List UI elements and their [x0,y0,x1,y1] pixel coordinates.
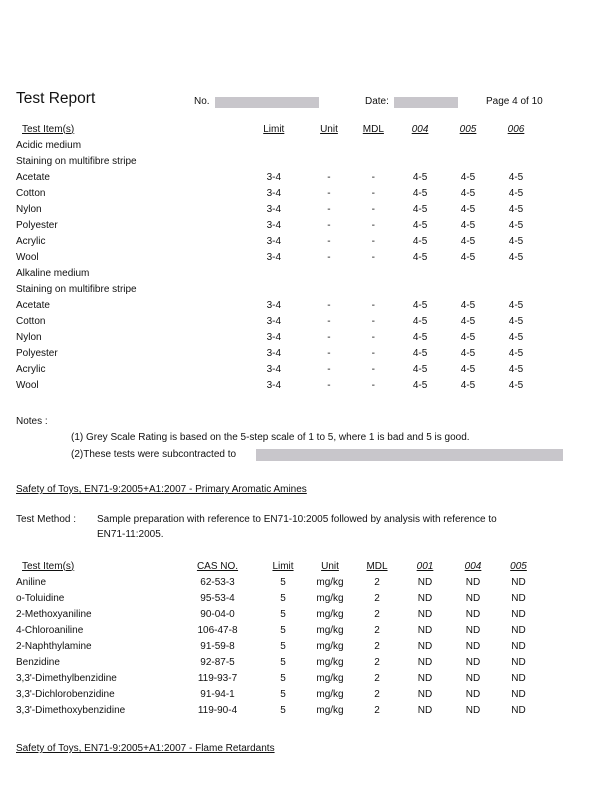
page-number: Page 4 of 10 [486,96,543,107]
table-cell: 3-4 [266,347,282,359]
row-label: Cotton [16,315,46,327]
row-label: Alkaline medium [16,267,90,279]
table-cell: 4-5 [460,235,476,247]
table-cell: ND [417,576,433,588]
table-cell: 4-5 [412,251,428,263]
header-test-items: Test Item(s) [22,560,75,572]
test-method-line-1: Sample preparation with reference to EN71-10:2005 followed by analysis with reference to [97,514,497,525]
table-cell [240,265,307,281]
table-cell: - [327,315,331,327]
row-label: Polyester [16,347,58,359]
table-cell [307,281,350,297]
fastness-table-header [16,121,540,137]
table-cell: 4-5 [412,347,428,359]
table-cell: mg/kg [316,576,344,588]
table-cell: 4-5 [460,315,476,327]
row-label: Acrylic [16,235,46,247]
table-cell: - [371,203,376,215]
table-cell: 5 [280,672,286,684]
table-cell [351,281,396,297]
table-row [16,606,540,622]
table-cell: - [371,363,376,375]
section-heading-amines: Safety of Toys, EN71-9:2005+A1:2007 - Primary Aromatic Amines [16,484,307,495]
table-cell: 3-4 [266,379,282,391]
table-cell: 4-5 [508,315,524,327]
table-cell: ND [417,704,433,716]
table-cell: 4-5 [508,363,524,375]
table-cell: 4-5 [460,347,476,359]
table-cell [444,137,492,153]
table-cell: mg/kg [316,608,344,620]
table-cell: 4-5 [412,187,428,199]
table-cell: 4-5 [508,251,524,263]
table-cell [351,137,396,153]
table-cell: 4-5 [508,299,524,311]
test-method-label: Test Method : [16,514,77,525]
table-cell: 4-5 [460,171,476,183]
table-cell: 4-5 [460,363,476,375]
table-cell: ND [417,640,433,652]
table-row [16,217,540,233]
table-cell: 3-4 [266,363,282,375]
notes-label: Notes : [16,416,48,427]
table-cell: ND [417,592,433,604]
table-cell: ND [465,656,481,668]
table-cell: ND [511,640,526,652]
table-cell: 5 [280,624,286,636]
table-cell: 4-5 [508,331,524,343]
table-row [16,201,540,217]
row-label: Acrylic [16,363,46,375]
table-cell: - [371,235,376,247]
table-cell: 4-5 [460,251,476,263]
header-sample-005: 005 [459,123,477,135]
table-cell: ND [511,656,526,668]
table-cell: 3-4 [266,315,282,327]
table-cell: ND [465,576,481,588]
table-row [16,313,540,329]
table-row [16,622,540,638]
table-cell: - [371,251,376,263]
table-cell: 106-47-8 [197,624,238,636]
header-sample-006: 006 [507,123,525,135]
table-cell: 4-5 [508,187,524,199]
table-cell: mg/kg [316,592,344,604]
table-cell [396,265,444,281]
table-cell: 3-4 [266,251,282,263]
test-method-line-2: EN71-11:2005. [97,529,164,540]
table-row [16,185,540,201]
table-cell: - [371,315,376,327]
table-cell [492,153,540,169]
table-cell: mg/kg [316,656,344,668]
table-cell [351,153,396,169]
table-cell: 4-5 [460,219,476,231]
table-cell: mg/kg [316,672,344,684]
table-cell: 4-5 [508,347,524,359]
table-cell [444,281,492,297]
fastness-table [16,121,540,393]
table-cell: ND [511,608,526,620]
table-cell: ND [417,608,433,620]
table-cell: 2 [374,656,380,668]
table-cell: 90-04-0 [200,608,235,620]
row-label: o-Toluidine [16,592,65,604]
table-cell: ND [465,704,481,716]
table-cell [492,137,540,153]
table-row [16,638,540,654]
row-label: Acetate [16,171,50,183]
table-cell: - [371,299,376,311]
table-row [16,169,540,185]
table-cell: 92-87-5 [200,656,235,668]
table-row [16,249,540,265]
table-cell: ND [465,592,481,604]
header-cas-no: CAS NO. [196,560,239,572]
table-cell: - [371,219,376,231]
table-cell: 3-4 [266,299,282,311]
table-cell: - [327,379,331,391]
table-cell: 4-5 [460,379,476,391]
table-cell [492,265,540,281]
row-label: Nylon [16,203,42,215]
table-cell [307,137,350,153]
table-cell: - [327,235,331,247]
table-cell: ND [465,624,481,636]
table-row [16,329,540,345]
table-cell: 5 [280,608,286,620]
table-cell: 2 [374,608,380,620]
table-cell: 4-5 [412,315,428,327]
table-cell: 4-5 [412,219,428,231]
table-row [16,265,540,281]
table-cell: - [371,171,376,183]
row-label: Nylon [16,331,42,343]
row-label: 4-Chloroaniline [16,624,84,636]
table-cell: ND [511,704,526,716]
table-row [16,233,540,249]
table-cell: 3-4 [266,219,282,231]
table-cell: 5 [280,592,286,604]
table-cell: ND [465,640,481,652]
table-row [16,670,540,686]
table-cell [351,265,396,281]
table-cell: 3-4 [266,187,282,199]
table-row [16,377,540,393]
table-cell: 95-53-4 [200,592,235,604]
row-label: 2-Methoxyaniline [16,608,92,620]
table-cell: 4-5 [412,331,428,343]
table-row [16,702,540,718]
table-cell: - [327,363,331,375]
row-label: 3,3'-Dimethylbenzidine [16,672,117,684]
table-cell: ND [417,624,433,636]
table-cell [444,153,492,169]
table-row [16,345,540,361]
table-cell: - [327,187,331,199]
table-cell [396,153,444,169]
date-label: Date: [365,96,389,107]
table-cell: 2 [374,688,380,700]
table-cell: - [327,251,331,263]
header-sample-004: 004 [464,560,482,572]
table-row [16,153,540,169]
table-cell [240,137,307,153]
amines-table-body [16,574,540,718]
note-1: (1) Grey Scale Rating is based on the 5-step scale of 1 to 5, where 1 is bad and 5 is good. [71,432,470,443]
table-cell: 2 [374,624,380,636]
header-unit: Unit [320,123,338,135]
table-cell: 4-5 [412,299,428,311]
table-cell: 5 [280,688,286,700]
table-cell: - [327,347,331,359]
table-row [16,590,540,606]
header-unit: Unit [321,560,339,572]
header-mdl: MDL [366,560,388,572]
table-cell [307,153,350,169]
table-cell: 4-5 [508,203,524,215]
table-cell: ND [465,608,481,620]
header-sample-005: 005 [510,560,527,572]
table-cell: - [371,347,376,359]
table-row [16,574,540,590]
table-cell: mg/kg [316,688,344,700]
table-cell: 4-5 [460,203,476,215]
table-cell: - [371,379,376,391]
table-cell [396,281,444,297]
table-cell: - [327,331,331,343]
row-label: Wool [16,379,39,391]
table-cell: 91-94-1 [200,688,235,700]
row-label: Cotton [16,187,46,199]
table-cell [396,137,444,153]
row-label: Aniline [16,576,47,588]
table-cell: ND [511,592,526,604]
report-no-label: No. [194,96,210,107]
table-cell: 4-5 [460,331,476,343]
table-cell: - [327,203,331,215]
table-cell: 5 [280,704,286,716]
table-cell [444,265,492,281]
redacted-subcontractor [256,449,563,461]
table-cell: 4-5 [508,219,524,231]
table-cell: 3-4 [266,203,282,215]
table-row [16,297,540,313]
note-2: (2)These tests were subcontracted to [71,449,237,460]
table-cell: 4-5 [412,235,428,247]
table-cell: 5 [280,640,286,652]
table-cell: - [327,299,331,311]
table-row [16,686,540,702]
table-cell: 91-59-8 [200,640,235,652]
table-cell: - [371,187,376,199]
table-cell [240,153,307,169]
table-cell: 4-5 [412,379,428,391]
fastness-table-body [16,137,540,393]
row-label: 2-Naphthylamine [16,640,92,652]
table-cell: 2 [374,672,380,684]
header-limit: Limit [263,123,285,135]
table-row [16,137,540,153]
table-cell: 5 [280,576,286,588]
table-cell: mg/kg [316,640,344,652]
table-cell: 4-5 [508,235,524,247]
header-sample-004: 004 [411,123,429,135]
table-cell: 4-5 [412,171,428,183]
table-cell: 4-5 [460,187,476,199]
amines-table-header [16,558,540,574]
header-limit: Limit [272,560,294,572]
header-test-items: Test Item(s) [22,123,75,135]
table-cell: mg/kg [316,624,344,636]
row-label: Wool [16,251,39,263]
table-cell: 4-5 [412,363,428,375]
table-cell: ND [511,672,526,684]
amines-table [16,558,540,718]
section-heading-flame-retardants: Safety of Toys, EN71-9:2005+A1:2007 - Flame Retardants [16,743,275,754]
report-title: Test Report [16,90,96,107]
header-mdl: MDL [362,123,384,135]
table-row [16,654,540,670]
table-cell: 2 [374,576,380,588]
table-cell: 5 [280,656,286,668]
row-label: Polyester [16,219,58,231]
row-label: 3,3'-Dichlorobenzidine [16,688,115,700]
table-cell: ND [511,624,526,636]
row-label: Staining on multifibre stripe [16,155,137,167]
table-cell: ND [465,672,481,684]
table-cell: - [327,219,331,231]
table-cell: 2 [374,704,380,716]
table-cell: ND [511,688,526,700]
table-cell: 3-4 [266,331,282,343]
table-cell: 4-5 [508,379,524,391]
table-cell: 3-4 [266,235,282,247]
table-cell: ND [417,656,433,668]
redacted-date [394,97,458,108]
table-cell: 2 [374,592,380,604]
table-cell: mg/kg [316,704,344,716]
row-label: Acidic medium [16,139,82,151]
table-cell: ND [465,688,481,700]
table-cell [492,281,540,297]
row-label: Acetate [16,299,50,311]
row-label: Staining on multifibre stripe [16,283,137,295]
row-label: 3,3'-Dimethoxybenzidine [16,704,126,716]
table-cell: - [371,331,376,343]
table-cell: - [327,171,331,183]
header-sample-001: 001 [416,560,434,572]
row-label: Benzidine [16,656,60,668]
redacted-report-no [215,97,319,108]
table-cell: ND [417,672,433,684]
table-cell [307,265,350,281]
table-cell: 119-93-7 [197,672,238,684]
table-cell: 2 [374,640,380,652]
table-cell: 119-90-4 [197,704,238,716]
table-cell: ND [511,576,526,588]
table-row [16,361,540,377]
table-row [16,281,540,297]
table-cell: 62-53-3 [200,576,235,588]
table-cell: 4-5 [460,299,476,311]
table-cell [240,281,307,297]
table-cell: 4-5 [508,171,524,183]
table-cell: 3-4 [266,171,282,183]
table-cell: 4-5 [412,203,428,215]
table-cell: ND [417,688,433,700]
